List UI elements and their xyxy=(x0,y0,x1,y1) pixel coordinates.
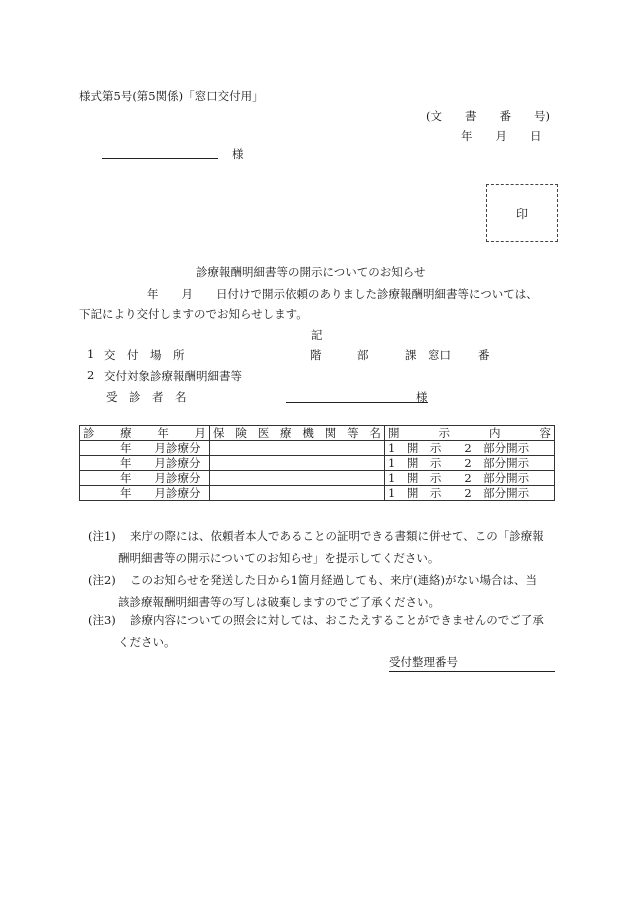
ki-heading: 記 xyxy=(311,328,323,342)
patient-suffix: 様 xyxy=(416,390,428,404)
patient-name-line xyxy=(286,389,428,403)
note-text: 来庁の際には、依頼者本人であることの証明できる書類に併せて、この「診療報 xyxy=(130,529,544,543)
document-number: (文 書 番 号) xyxy=(426,109,550,123)
row-institution[interactable] xyxy=(210,486,385,501)
issue-date: 年 月 日 xyxy=(461,129,542,143)
row-month: 年 月診療分 xyxy=(80,456,210,471)
table-row xyxy=(80,441,555,456)
item-1-label: 交 付 場 所 xyxy=(104,348,185,362)
recipient-name-line xyxy=(102,146,218,159)
item-2-label: 交付対象診療報酬明細書等 xyxy=(104,369,242,383)
item-2-number: 2 xyxy=(87,368,95,382)
row-institution[interactable] xyxy=(210,441,385,456)
patient-label: 受 診 者 名 xyxy=(106,390,187,404)
note-2 xyxy=(88,569,558,613)
note-3 xyxy=(88,609,558,653)
header-month: 診 療 年 月 xyxy=(80,426,210,441)
seal-label: 印 xyxy=(515,206,528,221)
row-month: 年 月診療分 xyxy=(80,486,210,501)
note-label: (注2) xyxy=(88,573,116,587)
header-institution: 保 険 医 療 機 関 等 名 xyxy=(210,426,385,441)
header-disclosure: 開 示 内 容 xyxy=(385,426,555,441)
table-row xyxy=(80,456,555,471)
table-row xyxy=(80,471,555,486)
receipt-number-field[interactable] xyxy=(389,654,555,672)
note-text: 診療内容についての照会に対しては、おこたえすることができませんのでご了承 xyxy=(130,613,544,627)
body-line-2: 下記により交付しますのでお知らせします。 xyxy=(79,307,308,321)
row-disclosure: 1 開 示 2 部分開示 xyxy=(385,486,555,501)
item-1-counter: 番 xyxy=(478,348,490,362)
row-month: 年 月診療分 xyxy=(80,471,210,486)
table-header-row xyxy=(80,426,555,441)
table-row xyxy=(80,486,555,501)
item-1-dept: 部 xyxy=(357,348,369,362)
note-1 xyxy=(88,525,558,569)
receipt-number-label: 受付整理番号 xyxy=(389,655,458,669)
note-text-cont: ください。 xyxy=(118,635,176,649)
item-1-floor: 階 xyxy=(310,348,322,362)
row-disclosure: 1 開 示 2 部分開示 xyxy=(385,471,555,486)
item-1-section: 課 窓口 xyxy=(405,348,451,362)
note-text: このお知らせを発送した日から1箇月経過しても、来庁(連絡)がない場合は、当 xyxy=(130,573,537,587)
row-disclosure: 1 開 示 2 部分開示 xyxy=(385,441,555,456)
page-title: 診療報酬明細書等の開示についてのお知らせ xyxy=(196,265,426,279)
note-label: (注1) xyxy=(88,529,116,543)
seal-box xyxy=(486,184,558,242)
note-text-cont: 該診療報酬明細書等の写しは破棄しますのでご了承ください。 xyxy=(118,595,440,609)
disclosure-table xyxy=(79,425,555,501)
item-1-number: 1 xyxy=(87,347,95,361)
row-disclosure: 1 開 示 2 部分開示 xyxy=(385,456,555,471)
row-institution[interactable] xyxy=(210,471,385,486)
note-label: (注3) xyxy=(88,613,116,627)
body-line-1: 年 月 日付けで開示依頼のありました診療報酬明細書等については、 xyxy=(147,287,538,301)
recipient-suffix: 様 xyxy=(232,147,244,161)
form-id: 様式第5号(第5関係)「窓口交付用」 xyxy=(79,89,264,103)
note-text-cont: 酬明細書等の開示についてのお知らせ」を提示してください。 xyxy=(118,551,440,565)
row-institution[interactable] xyxy=(210,456,385,471)
row-month: 年 月診療分 xyxy=(80,441,210,456)
